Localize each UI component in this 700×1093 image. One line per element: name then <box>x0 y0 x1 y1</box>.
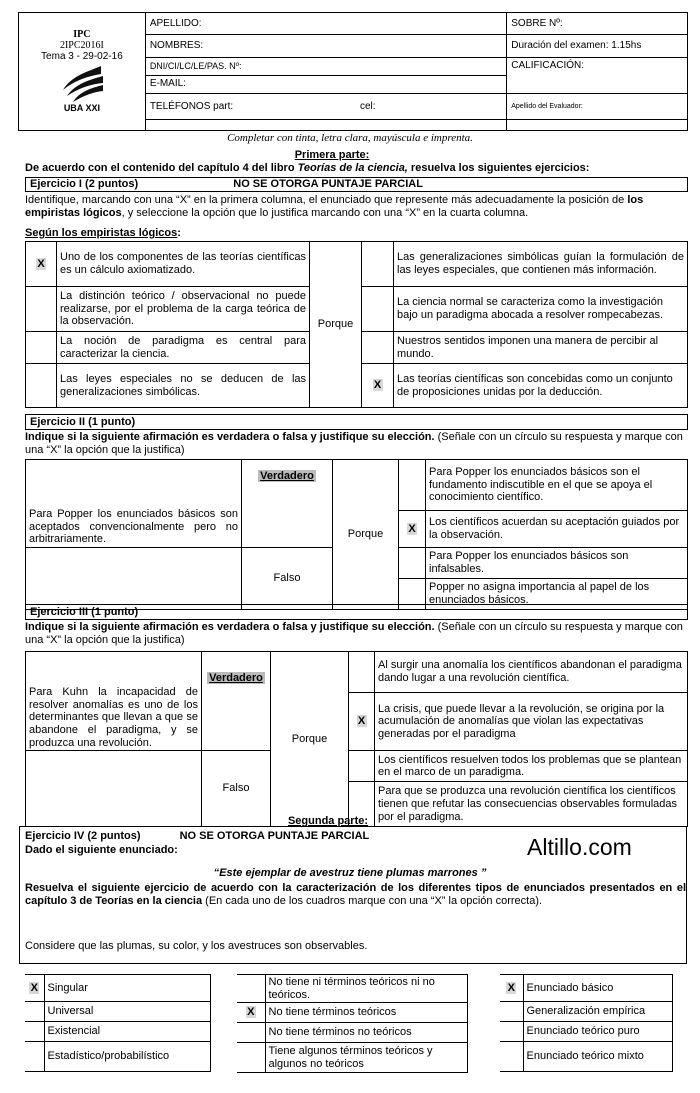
ex1-left-check-1[interactable] <box>26 242 57 287</box>
check-mark-icon: X <box>37 257 45 270</box>
ex4-col3-check-4[interactable] <box>500 1042 523 1072</box>
ex4-quote: “Este ejemplar de avestruz tiene plumas marrones ” <box>213 867 487 879</box>
email-field[interactable]: E-MAIL: <box>145 75 506 93</box>
ex2-statement-empty <box>26 547 242 609</box>
ex1-right-option-2: La ciencia normal se caracteriza como la investigación bajo un paradigma abocada a resolver rompecabezas. <box>394 287 688 332</box>
cel-field[interactable]: cel: <box>359 100 376 112</box>
dni-field[interactable]: DNI/CI/LC/LE/PAS. Nº: <box>145 57 506 75</box>
ex1-table <box>25 241 688 408</box>
part1-title: Primera parte: <box>294 149 370 161</box>
ex3-option-1: Al surgir una anomalía los científicos abandonan el paradigma dando lugar a una revolución científica. <box>375 652 688 693</box>
ex3-title: Ejercicio III (1 punto) <box>30 606 139 618</box>
exam-topic-date: Tema 3 - 29-02-16 <box>41 51 123 63</box>
ex1-segun-text: Según los empiristas lógicos <box>25 227 178 239</box>
ex4-consider: Considere que las plumas, su color, y los avestruces son observables. <box>25 940 368 952</box>
ex1-desc-b: , y seleccione la opción que lo justifica marcando con una “X” en la cuarta columna. <box>121 206 529 219</box>
ex2-check-3[interactable] <box>399 547 426 578</box>
evaluador-field[interactable]: Apellido del Evaluador: <box>507 93 688 120</box>
ex2-title: Ejercicio II (1 punto) <box>30 416 136 428</box>
instruction-text: Completar con tinta, letra clara, mayúscula e imprenta. <box>227 132 473 144</box>
ex2-check-1[interactable] <box>399 460 426 511</box>
sobre-field[interactable]: SOBRE Nº: <box>507 13 688 35</box>
ex1-right-option-3: Nuestros sentidos imponen una manera de percibir al mundo. <box>394 332 688 364</box>
header-spacer <box>145 120 506 131</box>
ex1-title: Ejercicio I (2 puntos) <box>30 178 139 190</box>
part1-intro <box>25 162 695 175</box>
ex1-left-option-1: Uno de los componentes de las teorías científicas es un cálculo axiomatizado. <box>57 242 310 287</box>
check-mark-icon: X <box>373 379 382 392</box>
ex3-desc-rest: (Señale con un círculo su respuesta y marque con una “X” la opción que la justifica) <box>25 621 683 646</box>
check-mark-icon: X <box>247 1006 255 1019</box>
header-spacer-2 <box>507 120 688 131</box>
ex1-right-option-1: Las generalizaciones simbólicas guían la formulación de las leyes especiales, que contienen más información. <box>394 242 688 287</box>
telefonos-field[interactable]: TELÉFONOS part: <box>149 100 234 112</box>
ex3-option-2: La crisis, que puede llevar a la revolución, se origina por la acumulación de anomalías que violan las expectativas generadas por el paradigma <box>375 693 688 751</box>
ex1-right-check-2[interactable] <box>362 287 394 332</box>
ex4-col2-option-4: Tiene algunos términos teóricos y algunos no teóricos <box>265 1043 468 1073</box>
ex2-porque: Porque <box>333 460 399 610</box>
nombres-field[interactable]: NOMBRES: <box>145 35 506 57</box>
ex3-option-3: Los científicos resuelven todos los problemas que se plantean en el marco de un paradigma. <box>375 751 688 782</box>
ex3-option-4: Para que se produzca una revolución científica los científicos tienen que refutar las consecuencias observables formuladas por el paradigma. <box>375 782 688 827</box>
ex3-statement: Para Kuhn la incapacidad de resolver anomalías es uno de los determinantes que llevan a que se abandone el paradigma, y se produzca una revolución. <box>26 652 202 751</box>
ex1-desc-bold: los empiristas lógicos <box>25 194 644 219</box>
ex3-falso: Falso <box>222 782 250 795</box>
ex4-col3-option-3: Enunciado teórico puro <box>523 1022 673 1042</box>
ex4-col1-option-4: Estadístico/probabilístico <box>44 1042 211 1072</box>
ex2-option-1: Para Popper los enunciados básicos son el fundamento indiscutible en el que se apoya el conocimiento científico. <box>426 460 688 511</box>
part2-title: Segunda parte: <box>287 815 369 827</box>
ex4-col2-check-4[interactable] <box>237 1043 265 1073</box>
ex4-col3-option-1: Enunciado básico <box>523 975 673 1002</box>
ex3-description <box>25 621 689 646</box>
ex1-left-check-3[interactable] <box>26 332 57 364</box>
ex3-verdadero-cell[interactable] <box>202 652 271 751</box>
ex2-verdadero-cell[interactable] <box>242 460 333 548</box>
ex4-col3-option-2: Generalización empírica <box>523 1002 673 1022</box>
ex3-check-3[interactable] <box>349 751 375 782</box>
course-code: IPC <box>73 29 91 41</box>
ex2-desc-bold: Indique si la siguiente afirmación es verdadera o falsa y justifique su elección. <box>25 431 435 443</box>
ex1-left-option-4: Las leyes especiales no se deducen de las generalizaciones simbólicas. <box>57 364 310 408</box>
ex3-table <box>25 651 688 827</box>
ex1-right-option-4: Las teorías científicas son concebidas como un conjunto de proposiciones unidas por la deducción. <box>394 364 688 408</box>
ex4-col1-option-2: Universal <box>44 1002 211 1022</box>
apellido-field[interactable]: APELLIDO: <box>145 13 506 35</box>
ex4-col1-check-2[interactable] <box>25 1002 44 1022</box>
ex4-col2-check-1[interactable] <box>237 975 265 1003</box>
logo-text: UBA XXI <box>63 103 100 114</box>
ex1-right-check-4[interactable] <box>362 364 394 408</box>
ex4-col2-table <box>237 974 468 1073</box>
ex3-porque: Porque <box>271 652 349 827</box>
ex4-col2-option-2: No tiene términos teóricos <box>265 1003 468 1023</box>
ex4-col1-check-4[interactable] <box>25 1042 44 1072</box>
ex4-col2-check-3[interactable] <box>237 1023 265 1043</box>
ex4-col3-check-1[interactable] <box>500 975 523 1002</box>
ex2-option-2: Los científicos acuerdan su aceptación guiados por la observación. <box>426 510 688 547</box>
ex4-resolve <box>25 882 686 907</box>
ex4-col1-check-1[interactable] <box>25 975 44 1002</box>
ex2-description <box>25 431 689 456</box>
ex4-col1-check-3[interactable] <box>25 1022 44 1042</box>
ex1-left-check-4[interactable] <box>26 364 57 408</box>
check-mark-icon: X <box>357 715 366 728</box>
telefonos-cell <box>145 93 506 120</box>
part1-book: Teorías de la ciencia, <box>297 162 408 174</box>
ex1-left-option-3: La noción de paradigma es central para caracterizar la ciencia. <box>57 332 310 364</box>
ex4-title-line <box>25 830 369 843</box>
calificacion-field[interactable]: CALIFICACIÓN: <box>507 57 688 93</box>
ex4-note: NO SE OTORGA PUNTAJE PARCIAL <box>179 830 370 842</box>
header-table <box>18 12 688 131</box>
altillo-watermark: Altillo.com <box>527 834 632 860</box>
ex1-segun-colon: : <box>177 227 181 239</box>
uba-logo-icon <box>57 64 107 104</box>
ex4-title: Ejercicio IV (2 puntos) <box>25 830 141 842</box>
check-mark-icon: X <box>30 981 38 994</box>
check-mark-icon: X <box>408 522 416 535</box>
exam-code: 2IPC2016I <box>59 40 104 52</box>
ex2-option-3: Para Popper los enunciados básicos son infalsables. <box>426 547 688 578</box>
ex3-check-2[interactable] <box>349 693 375 751</box>
ex4-col2-option-3: No tiene términos no teóricos <box>265 1023 468 1043</box>
ex4-col3-check-2[interactable] <box>500 1002 523 1022</box>
ex2-verdadero: Verdadero <box>260 470 314 482</box>
ex1-right-check-1[interactable] <box>362 242 394 287</box>
ex1-note: NO SE OTORGA PUNTAJE PARCIAL <box>233 178 423 190</box>
ex1-left-option-2: La distinción teórico / observacional no puede realizarse, por el problema de la carga teórica de la observación. <box>57 287 310 332</box>
ex4-col3-check-3[interactable] <box>500 1022 523 1042</box>
ex1-desc-a: Identifique, marcando con una “X” en la primera columna, el enunciado que represente más adecuadamente la posición de <box>25 194 628 206</box>
ex1-description <box>25 194 689 219</box>
ex3-check-1[interactable] <box>349 652 375 693</box>
ex2-option-4: Popper no asigna importancia al papel de los enunciados básicos. <box>426 578 688 609</box>
logo-cell <box>19 13 146 131</box>
ex1-title-bar <box>25 177 688 192</box>
ex1-porque: Porque <box>310 242 362 408</box>
part1-intro-a: De acuerdo con el contenido del capítulo 4 del libro <box>25 162 298 174</box>
ex2-falso: Falso <box>273 572 301 585</box>
ex1-right-check-3[interactable] <box>362 332 394 364</box>
ex2-table <box>25 459 688 610</box>
ex3-title-bar <box>25 604 688 620</box>
check-mark-icon: X <box>507 981 515 994</box>
part1-intro-b: resuelva los siguientes ejercicios: <box>407 162 590 174</box>
ex4-resolve-rest: (En cada uno de los cuadros marque con una “X” la opción correcta). <box>202 894 543 907</box>
ex4-col2-check-2[interactable] <box>237 1003 265 1023</box>
ex2-check-2[interactable] <box>399 510 426 547</box>
ex4-col1-option-1: Singular <box>44 975 211 1002</box>
ex4-given: Dado el siguiente enunciado: <box>25 844 178 856</box>
ex4-col3-table <box>500 974 673 1072</box>
ex1-segun <box>25 227 181 240</box>
ex1-left-check-2[interactable] <box>26 287 57 332</box>
ex3-verdadero: Verdadero <box>209 672 263 684</box>
ex4-resolve-bold: Resuelva el siguiente ejercicio de acuerdo con la caracterización de los diferentes tipos de enunciados presentados en el capítulo 3 de Teorías en la ciencia <box>25 882 686 907</box>
ex4-col2-option-1: No tiene ni términos teóricos ni no teóricos. <box>265 975 468 1003</box>
ex2-desc-rest: (Señale con un círculo su respuesta y marque con una “X” la opción que la justifica) <box>25 431 683 456</box>
ex3-desc-bold: Indique si la siguiente afirmación es verdadera o falsa y justifique su elección. <box>25 621 435 633</box>
duracion-label: Duración del examen: 1.15hs <box>507 35 688 57</box>
ex4-col1-table <box>25 974 211 1072</box>
ex2-falso-cell[interactable] <box>242 547 333 609</box>
ex2-statement: Para Popper los enunciados básicos son aceptados convencionalmente pero no arbitrariamente. <box>26 460 242 548</box>
ex4-col3-option-4: Enunciado teórico mixto <box>523 1042 673 1072</box>
ex4-col1-option-3: Existencial <box>44 1022 211 1042</box>
ex2-title-bar <box>25 414 688 430</box>
